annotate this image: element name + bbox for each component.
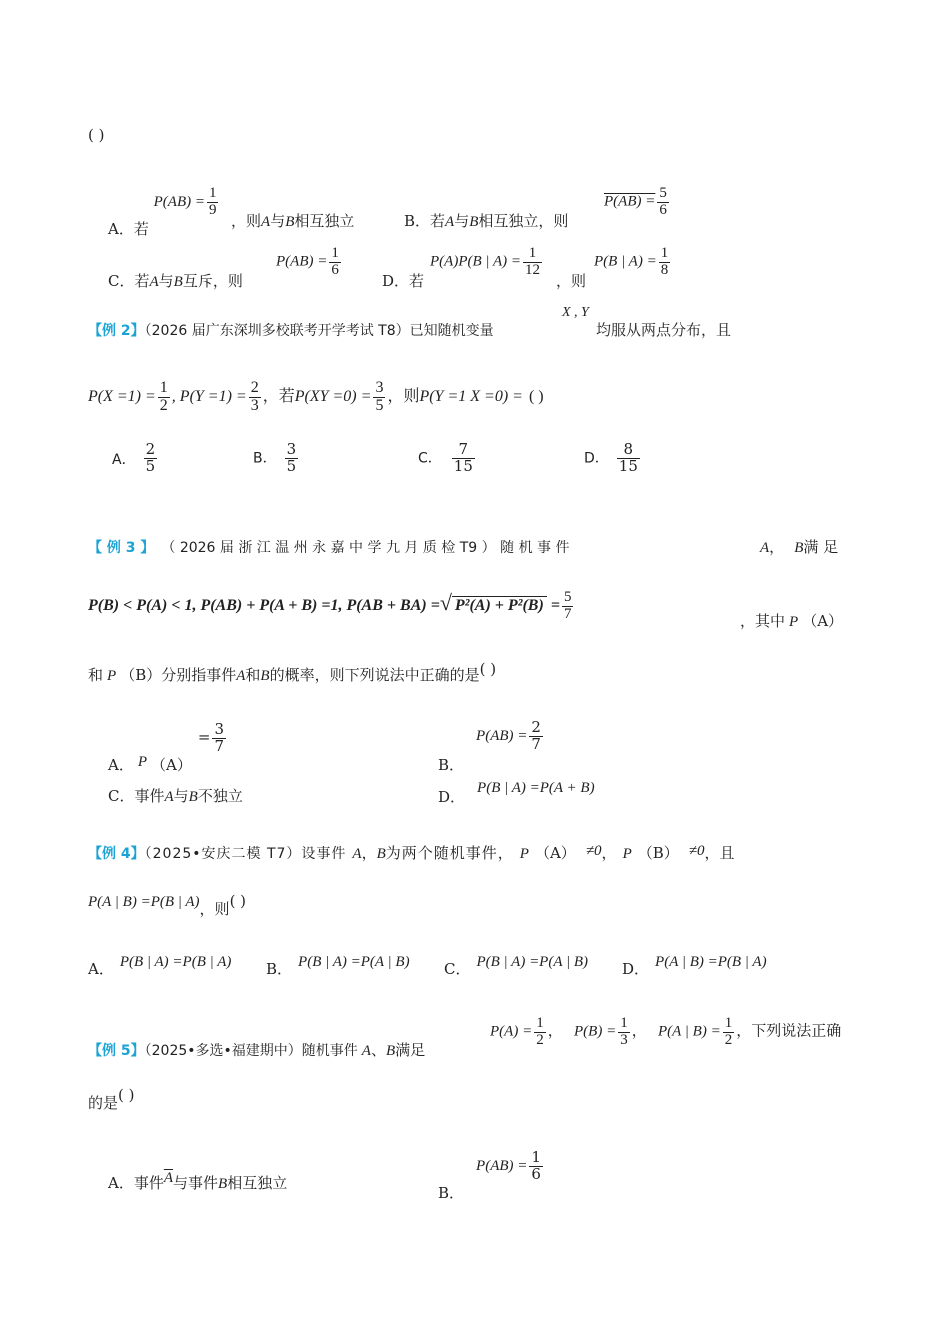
ex2-source: （2026 届广东深圳多校联考开学考试 T8）已知随机变量: [144, 323, 494, 339]
ex5-p1-lhs: P(A) =: [490, 1023, 533, 1040]
ex3-l3-tail: 的概率，则下列说法中正确的是: [269, 666, 480, 684]
ex3-option-b: [438, 718, 545, 775]
ex4-then: ，则: [199, 900, 230, 918]
ex4-neq2: ≠0: [688, 843, 705, 859]
q1-a-den: 9: [208, 201, 217, 218]
ex5-var-b: B: [385, 1043, 396, 1059]
ex5-a-a: $\overline{A}$: [163, 1170, 174, 1186]
ex5-p1-num: 1: [536, 1015, 544, 1031]
ex4-pb-paren: （B）: [637, 844, 679, 862]
ex5-b-frac: [529, 1150, 543, 1183]
ex4-comma2: ，: [601, 844, 617, 862]
ex3-pa-paren: （A）: [802, 612, 844, 630]
ex4-pa: P: [519, 846, 529, 862]
top-answer-paren: ( ): [88, 126, 105, 144]
q1-d2-lhs: P(B | A) =: [594, 253, 657, 270]
ex2-p4: P(Y =1 X =0) =: [419, 387, 523, 405]
ex4-b-expr: P(B | A) =P(A | B): [298, 954, 410, 970]
ex5-p2-lhs: P(B) =: [574, 1023, 617, 1040]
ex2-b-frac: [285, 442, 299, 475]
q1-b-label: B．若: [404, 212, 446, 230]
ex2-header: [88, 323, 494, 338]
ex2-c-label: C．: [418, 450, 442, 467]
ex2-tag: 【例 2】: [88, 323, 145, 339]
ex2-b-num: 3: [286, 440, 297, 458]
ex3-var-a: A: [760, 540, 770, 556]
ex2-if: ，若: [262, 387, 295, 405]
ex5-p2: [574, 1016, 647, 1049]
ex5-a-b: B: [218, 1176, 228, 1192]
q1-d-num: 1: [523, 246, 542, 263]
q1-c-num: 1: [331, 245, 339, 261]
ex2-d-den: 15: [618, 456, 638, 475]
ex3-option-a: [108, 720, 228, 775]
ex3-cond: P(B) < P(A) < 1, P(AB) + P(A + B) =1, P(AB + BA) =: [88, 596, 440, 614]
ex2-p3-frac: [373, 380, 385, 415]
ex3-c-tail: 不独立: [197, 787, 243, 805]
ex2-a-den: 5: [145, 456, 156, 475]
ex5-p1: [490, 1016, 563, 1049]
q1-b-expr: [604, 186, 671, 219]
ex3-satisfy: 满 足: [803, 538, 839, 556]
q1-option-a-tail: [231, 214, 354, 230]
ex5-option-b: [438, 1148, 545, 1203]
ex4-paren: ( ): [229, 892, 247, 910]
q1-a-expr: [153, 185, 221, 218]
ex3-b-label: B．: [438, 756, 465, 775]
ex3-where: [740, 614, 843, 630]
q1-c-var-a: A: [149, 274, 159, 290]
ex3-condition: [88, 590, 575, 623]
ex3-option-c: [108, 789, 243, 805]
ex5-p3-lhs: P(A | B) =: [658, 1023, 721, 1040]
q1-b-mid: 与: [454, 212, 470, 230]
q1-a-label: A．若: [108, 219, 149, 238]
ex3-a-num: 3: [214, 720, 224, 738]
ex2-paren: ( ): [528, 387, 544, 405]
q1-c-tail: 互斥，则: [182, 272, 243, 290]
ex2-vars: X , Y: [562, 305, 589, 320]
q1-a-num: 1: [208, 185, 217, 201]
q1-b-den: 6: [659, 201, 667, 218]
ex5-p3-num: 1: [724, 1015, 733, 1031]
ex4-option-d: [622, 954, 767, 978]
ex2-d-num: 8: [617, 442, 640, 459]
ex4-option-c: [444, 954, 589, 978]
ex4-var-a: A: [352, 846, 362, 862]
ex5-b-lhs: P(AB) =: [476, 1158, 528, 1175]
ex2-b-den: 5: [286, 456, 297, 475]
ex5-p3-den: 2: [724, 1031, 733, 1048]
ex3-den: 7: [563, 605, 572, 622]
ex2-c-frac: [452, 442, 475, 475]
ex4-option-a: [88, 954, 232, 978]
q1-a-tail1: ，则: [231, 212, 262, 230]
q1-b-num: 5: [659, 185, 667, 201]
ex4-tag: 【例 4】: [88, 846, 145, 862]
q1-d-expr: [430, 246, 544, 279]
q1-a-lhs: P(AB) =: [153, 193, 205, 210]
q1-d-den: 12: [525, 261, 541, 278]
q1-option-a: [108, 185, 220, 238]
ex4-line2: [88, 892, 247, 918]
ex3-header: [88, 540, 569, 555]
ex2-option-b: [253, 442, 300, 475]
ex3-option-d: [438, 780, 595, 806]
ex3-l3-and: 和: [245, 666, 261, 684]
ex2-p2-lhs: , P(Y =1) =: [171, 387, 247, 405]
ex2-p3-den: 5: [375, 396, 384, 414]
ex2-option-a: [112, 442, 159, 475]
ex3-pb-text: （B）分别指事件: [120, 666, 237, 684]
ex3-c-label: C．事件: [108, 787, 165, 805]
q1-d-frac: [523, 246, 542, 279]
q1-b-frac: [657, 186, 669, 219]
ex4-and: ，且: [704, 844, 735, 862]
q1-c-var-b: B: [173, 274, 183, 290]
ex5-c1: ，: [547, 1023, 563, 1040]
q1-c-expr: [276, 246, 343, 279]
ex5-p2-frac: [618, 1016, 630, 1049]
q1-a-tail2: 与: [270, 212, 286, 230]
ex4-source: （2025•安庆二模 T7）设事件: [144, 846, 347, 862]
ex2-p1-lhs: P(X =1) =: [88, 387, 156, 405]
ex5-b-label: B．: [438, 1184, 465, 1203]
q1-option-b: [404, 214, 568, 230]
q1-c-den: 6: [331, 261, 339, 278]
ex3-c-b: B: [188, 789, 198, 805]
ex4-b-label: B．: [266, 960, 293, 978]
ex5-option-a: [108, 1170, 288, 1192]
ex3-tag: 【 例 3 】: [88, 540, 155, 556]
ex5-b-den: 6: [531, 1164, 541, 1183]
ex2-b-label: B．: [253, 450, 277, 467]
q1-d-then: ，则: [556, 272, 587, 290]
q1-d-label: D．若: [382, 272, 425, 290]
ex4-c-expr: P(B | A) =P(A | B): [476, 954, 589, 970]
ex5-c2: ，: [631, 1023, 647, 1040]
ex4-c-label: C．: [444, 960, 471, 978]
ex4-option-b: [266, 954, 410, 978]
ex2-p1-den: 2: [159, 396, 168, 414]
q1-d2-num: 1: [660, 245, 669, 261]
ex2-p2-den: 3: [250, 396, 259, 414]
ex2-d-frac: [617, 442, 640, 475]
ex3-d-expr: P(B | A) =P(A + B): [477, 780, 595, 796]
ex3-a-paren: （A）: [151, 756, 192, 775]
ex4-pb: P: [622, 846, 632, 862]
q1-c-frac: [329, 246, 341, 279]
ex3-b-frac: [529, 720, 543, 753]
q1-d-lhs: P(A)P(B | A) =: [430, 253, 522, 270]
q1-b-var-a: A: [445, 214, 455, 230]
ex5-source: （2025•多选•福建期中）随机事件: [144, 1043, 358, 1059]
q1-c-label: C．若: [108, 272, 150, 290]
ex3-line3: [88, 660, 497, 684]
ex5-line2: [88, 1086, 135, 1112]
ex3-c-mid: 与: [173, 787, 189, 805]
ex5-p1-den: 2: [536, 1031, 544, 1048]
ex3-l3-and0: 和: [88, 666, 104, 684]
ex2-p1-num: 1: [159, 379, 168, 396]
q1-b-lhs: P(AB) =: [604, 193, 656, 210]
q1-option-c: [108, 274, 243, 290]
ex2-conditions: [88, 380, 544, 415]
ex3-a-frac: [212, 722, 226, 755]
ex5-p3: [658, 1016, 841, 1049]
ex3-header-tail: [760, 540, 838, 556]
ex3-a-label: A．: [108, 756, 134, 775]
ex5-header: [88, 1043, 425, 1059]
ex3-b-den: 7: [531, 734, 541, 753]
ex4-a-expr: P(B | A) =P(B | A): [119, 954, 232, 970]
ex3-pa: P: [789, 614, 799, 630]
ex2-d-label: D．: [584, 450, 609, 467]
ex4-pa-paren: （A）: [534, 844, 576, 862]
ex2-p1-frac: [158, 380, 170, 415]
ex2-option-d: [584, 442, 642, 475]
q1-a-var-b: B: [285, 214, 295, 230]
ex3-comma: ，: [769, 538, 785, 556]
ex5-var-a: A: [361, 1043, 371, 1059]
ex3-a-den: 7: [214, 736, 224, 755]
ex5-p3-frac: [723, 1016, 735, 1049]
ex2-p2-num: 2: [250, 379, 259, 396]
ex3-sqrt-inner: P²(A) + P²(B): [452, 596, 547, 614]
ex3-where-text: ，其中: [740, 612, 786, 630]
ex5-paren: ( ): [118, 1086, 135, 1104]
ex4-mid: 为两个随机事件，: [385, 844, 514, 862]
ex3-a-p: P: [137, 754, 148, 771]
ex4-a-label: A．: [88, 960, 114, 978]
q1-b-var-b: B: [469, 214, 479, 230]
ex3-frac: [562, 590, 574, 623]
q1-d-expr2: [594, 246, 672, 279]
ex5-p2-num: 1: [620, 1015, 628, 1031]
ex5-sep: 、: [370, 1041, 386, 1059]
ex2-a-num: 2: [145, 440, 156, 458]
ex2-p2-frac: [249, 380, 261, 415]
ex5-a-label: A．事件: [108, 1174, 164, 1192]
q1-d2-frac: [659, 246, 671, 279]
ex2-a-frac: [144, 442, 158, 475]
ex3-num: 5: [563, 589, 572, 605]
ex5-a-tail: 相互独立: [227, 1174, 288, 1192]
ex5-tag: 【例 5】: [88, 1043, 145, 1059]
ex3-b-lhs: P(AB) =: [476, 728, 528, 745]
q1-d2-den: 8: [660, 261, 669, 278]
ex4-neq: ≠0: [585, 843, 602, 859]
ex5-b-num: 1: [531, 1148, 541, 1166]
ex4-cond: P(A | B) =P(B | A): [88, 894, 200, 910]
q1-b-tail: 相互独立，则: [478, 212, 569, 230]
ex3-var-b: B: [794, 540, 804, 556]
ex3-d-label: D．: [438, 788, 466, 806]
ex2-then: ，则: [387, 387, 420, 405]
ex2-c-num: 7: [452, 442, 475, 459]
ex2-p3-num: 3: [375, 379, 384, 396]
ex5-p1-frac: [534, 1016, 546, 1049]
ex5-p2-den: 3: [620, 1031, 628, 1048]
ex2-p3-lhs: P(XY =0) =: [294, 387, 372, 405]
ex4-var-b: B: [376, 846, 386, 862]
q1-a-var-a: A: [261, 214, 271, 230]
q1-c-mid: 与: [158, 272, 174, 290]
ex2-c-den: 15: [453, 456, 473, 475]
ex2-a-label: A．: [112, 452, 136, 469]
q1-option-d: [382, 274, 424, 289]
ex3-eq: =: [550, 596, 560, 614]
ex3-source: （ 2026 届 浙 江 温 州 永 嘉 中 学 九 月 质 检 T9 ） 随 机 事 件: [168, 540, 570, 556]
q1-a-tail3: 相互独立: [294, 212, 355, 230]
ex4-d-label: D．: [622, 960, 650, 978]
ex5-satisfy: 满足: [395, 1041, 426, 1059]
ex3-l3-b: B: [260, 668, 270, 684]
ex2-option-c: [418, 442, 477, 475]
ex3-paren: ( ): [479, 660, 497, 678]
ex5-line2-text: 的是: [88, 1094, 119, 1112]
ex4-d-expr: P(A | B) =P(B | A): [655, 954, 767, 970]
sqrt-icon: √: [439, 589, 452, 615]
ex5-tail: ，下列说法正确: [736, 1023, 842, 1040]
ex3-b-num: 2: [531, 718, 541, 736]
ex3-c-a: A: [164, 789, 174, 805]
q1-c-lhs: P(AB) =: [276, 253, 328, 270]
ex3-l3-a: A: [236, 668, 246, 684]
q1-a-frac: [207, 186, 219, 219]
ex3-a-eq: =: [197, 728, 211, 747]
ex5-a-mid: 与事件: [173, 1174, 219, 1192]
ex4-comma: ，: [361, 844, 377, 862]
ex4-header: [88, 843, 735, 862]
ex2-tail: 均服从两点分布，且: [596, 321, 732, 339]
ex3-pb: P: [107, 668, 117, 684]
